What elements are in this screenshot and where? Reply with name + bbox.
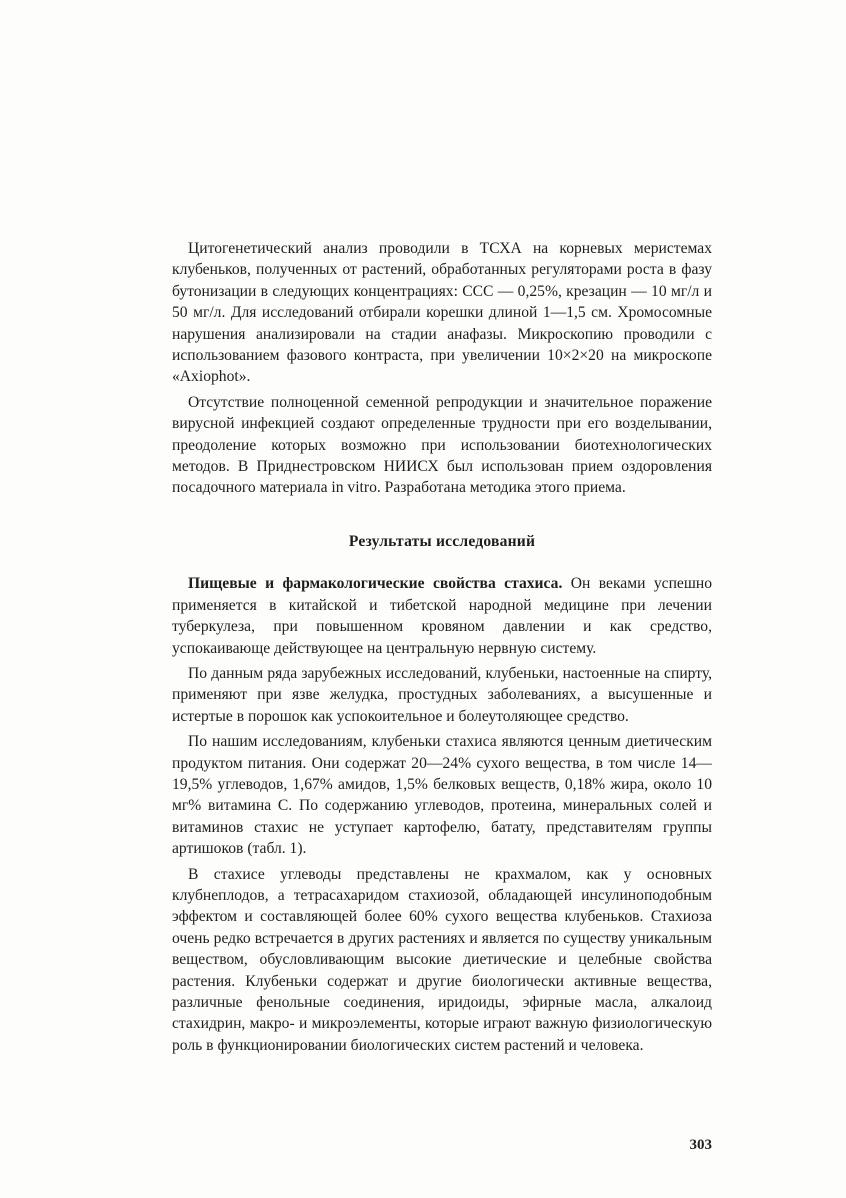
page-number: 303 [689,1137,712,1153]
methods-paragraph-in-vitro: Отсутствие полноценной семенной репродукции и значительное поражение вирусной инфекцией создают определенные трудности при его возделывании, преодоление которых возможно при использовании биотехнологических методов. В Приднестровском НИИСХ был использован прием оздоровления посадочного материала in vitro. Разработана методика этого приема. [172,393,712,497]
section-gap [172,499,712,531]
results-paragraph-own-research: По нашим исследованиям, клубеньки стахиса являются ценным диетическим продуктом питания. Они содержат 20—24% сухого вещества, в том числе 14—19,5% углеводов, 1,67% амидов, 1,5% белковых веществ, 0,18% жира, около 10 мг% витамина С. По содержанию углеводов, протеина, минеральных солей и витаминов стахис не уступает картофелю, батату, представителям группы артишоков (табл. 1). [172,733,712,858]
section-gap [172,552,712,573]
methods-paragraph-cytogenetics: Цитогенетический анализ проводили в ТСХА на корневых меристемах клубеньков, полученных от растений, обработанных регуляторами роста в фазу бутонизации в следующих концентрациях: ССС — 0,25%, крезацин — 10 мг/л и 50 мг/л. Для исследований отбирали корешки длиной 1—1,5 см. Хромосомные нарушения анализировали на стадии анафазы. Микроскопию проводили с использованием фазового контраста, при увеличении 10×2×20 на микроскопе «Axiophot». [172,240,712,386]
results-paragraph-properties-text: Он веками успешно применяется в китайской и тибетской народной медицине при лечении туберкулеза, при повышенном кровяном давлении и как средство, успокаивающе действующее на центральную нервную систему. [172,575,712,657]
text-column [172,238,712,1056]
section-heading-results: Результаты исследований [348,532,536,550]
results-paragraph-stachyose: В стахисе углеводы представлены не крахмалом, как у основных клубнеплодов, а тетрасахаридом стахиозой, обладающей инсулиноподобным эффектом и составляющей более 60% сухого вещества клубеньков. Стахиоза очень редко встречается в других растениях и является по существу уникальным веществом, обусловливающим высокие диетические и целебные свойства растения. Клубеньки содержат и другие биологически активные вещества, различные фенольные соединения, иридоиды, эфирные масла, алкалоид стахидрин, макро- и микроэлементы, которые играют важную физиологическую роль в функционировании биологических систем растений и человека. [172,865,712,1054]
subsection-title: Пищевые и фармакологические свойства стахиса. [188,575,563,593]
results-paragraph-foreign-research: По данным ряда зарубежных исследований, клубеньки, настоенные на спирту, применяют при язве желудка, простудных заболеваниях, а высушенные и истертые в порошок как успокоительное и болеутоляющее средство. [172,664,712,725]
results-paragraph-properties [172,573,712,659]
